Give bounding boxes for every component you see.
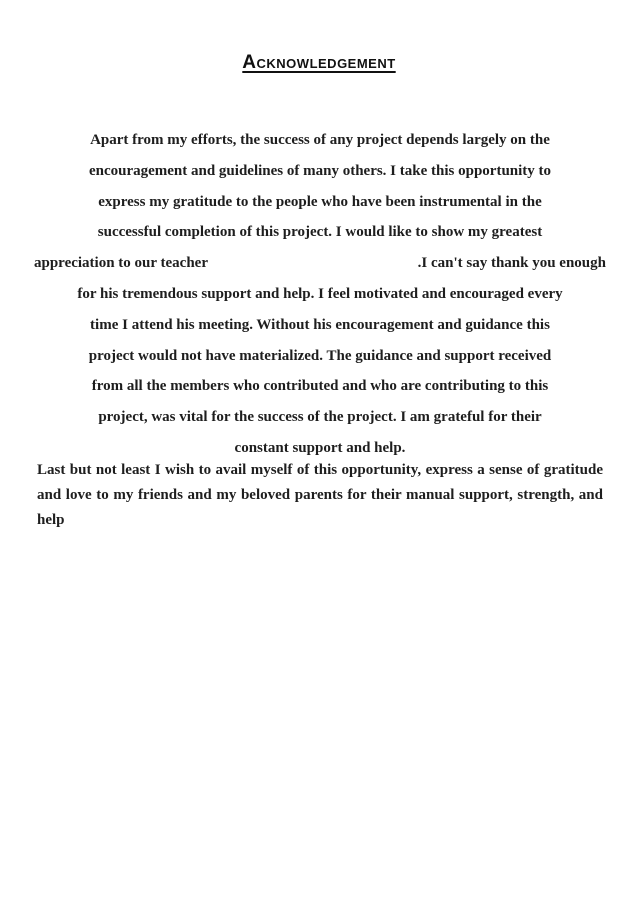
paragraph-line: from all the members who contributed and who are contributing to this: [91, 378, 549, 395]
paragraph-line: express my gratitude to the people who have been instrumental in the: [98, 193, 542, 210]
teacher-line-left: appreciation to our teacher: [34, 255, 209, 272]
paragraph-line: constant support and help.: [234, 439, 406, 456]
paragraph-line: successful completion of this project. I would like to show my greatest: [97, 224, 543, 241]
paragraph-line: encouragement and guidelines of many others. I take this opportunity to: [88, 162, 552, 179]
closing-paragraph: Last but not least I wish to avail myself of this opportunity, express a sense of gratitude and love to my friends and my beloved parents for their manual support, strength, and help: [37, 462, 603, 528]
paragraph-line: project, was vital for the success of the project. I am grateful for their: [98, 409, 542, 426]
paragraph-line-teacher: [34, 248, 606, 279]
paragraph-line: for his tremendous support and help. I feel motivated and encouraged every: [77, 285, 563, 302]
paragraph-line: Apart from my efforts, the success of any project depends largely on the: [90, 132, 550, 148]
teacher-line-right: .I can't say thank you enough: [417, 255, 606, 272]
paragraph-line: time I attend his meeting. Without his encouragement and guidance this: [90, 316, 550, 333]
page-title: [0, 52, 638, 74]
paragraph-line: project would not have materialized. The guidance and support received: [88, 347, 552, 364]
page-title-text: Acknowledgement: [242, 52, 396, 73]
acknowledgement-paragraph: [34, 125, 606, 464]
